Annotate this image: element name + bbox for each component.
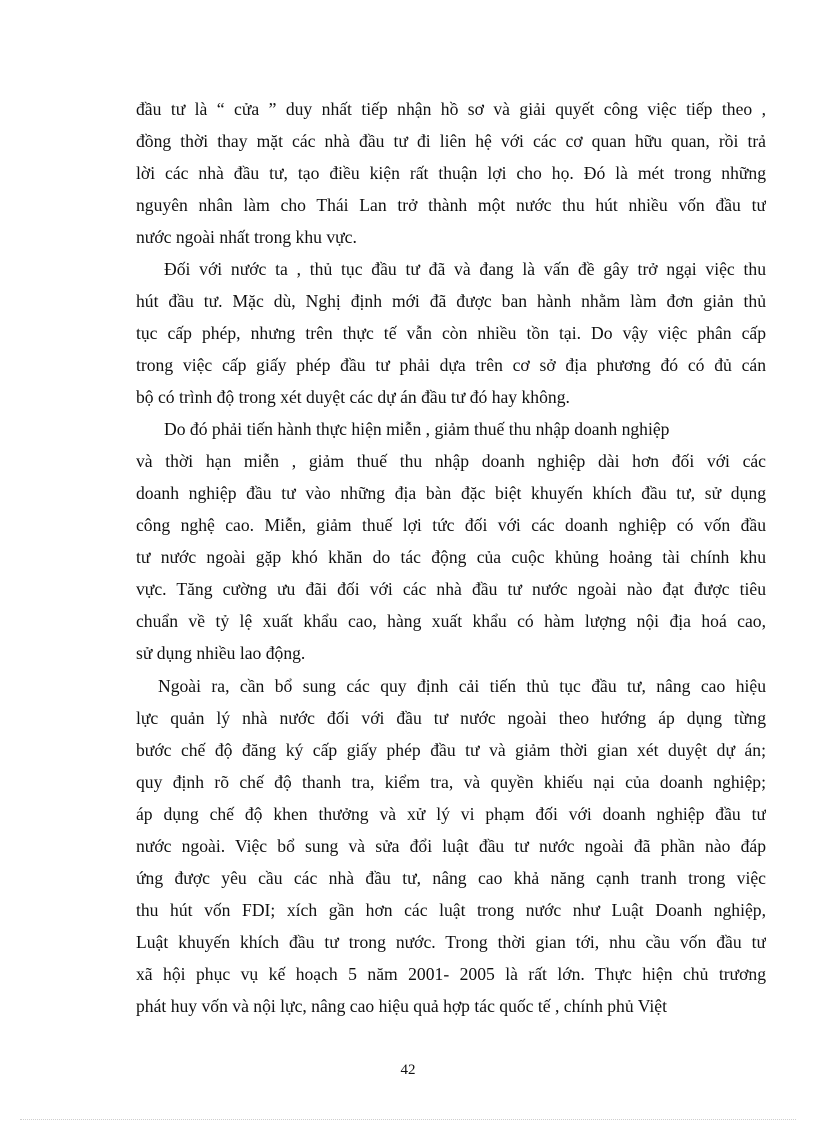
text-line: thu hút vốn FDI; xích gần hơn các luật trong nước như Luật Doanh nghiệp, bbox=[136, 900, 766, 920]
text-line: nguyên nhân làm cho Thái Lan trở thành một nước thu hút nhiều vốn đầu tư bbox=[136, 195, 766, 215]
text-line: sử dụng nhiều lao động. bbox=[136, 643, 306, 663]
text-line: và thời hạn miễn , giảm thuế thu nhập doanh nghiệp dài hơn đối với các bbox=[136, 451, 766, 471]
text-line: nước ngoài. Việc bổ sung và sửa đổi luật đầu tư nước ngoài đã phần nào đáp bbox=[136, 836, 766, 856]
text-line: hút đầu tư. Mặc dù, Nghị định mới đã được ban hành nhằm làm đơn giản thủ bbox=[136, 291, 766, 311]
text-line: vực. Tăng cường ưu đãi đối với các nhà đầu tư nước ngoài nào đạt được tiêu bbox=[136, 579, 766, 599]
text-line: phát huy vốn và nội lực, nâng cao hiệu quả hợp tác quốc tế , chính phủ Việt bbox=[136, 996, 667, 1016]
text-line: nước ngoài nhất trong khu vực. bbox=[136, 227, 357, 247]
text-line: quy định rõ chế độ thanh tra, kiểm tra, và quyền khiếu nại của doanh nghiệp; bbox=[136, 772, 766, 792]
page-bottom-divider bbox=[20, 1119, 796, 1120]
text-line: đầu tư là “ cửa ” duy nhất tiếp nhận hồ sơ và giải quyết công việc tiếp theo , bbox=[136, 99, 766, 119]
text-line: Luật khuyến khích đầu tư trong nước. Trong thời gian tới, nhu cầu vốn đầu tư bbox=[136, 932, 766, 952]
text-line: Đối với nước ta , thủ tục đầu tư đã và đang là vấn đề gây trở ngại việc thu bbox=[164, 259, 766, 279]
text-line: áp dụng chế độ khen thưởng và xử lý vi phạm đối với doanh nghiệp đầu tư bbox=[136, 804, 766, 824]
text-line: ứng được yêu cầu các nhà đầu tư, nâng cao khả năng cạnh tranh trong việc bbox=[136, 868, 766, 888]
text-line: xã hội phục vụ kế hoạch 5 năm 2001- 2005 là rất lớn. Thực hiện chủ trương bbox=[136, 964, 766, 984]
text-line: tư nước ngoài gặp khó khăn do tác động của cuộc khủng hoảng tài chính khu bbox=[136, 547, 766, 567]
text-line: bước chế độ đăng ký cấp giấy phép đầu tư và giảm thời gian xét duyệt dự án; bbox=[136, 740, 766, 760]
text-line: công nghệ cao. Miễn, giảm thuế lợi tức đối với các doanh nghiệp có vốn đầu bbox=[136, 515, 766, 535]
text-line: chuẩn về tỷ lệ xuất khẩu cao, hàng xuất khẩu có hàm lượng nội địa hoá cao, bbox=[136, 611, 766, 631]
page-number: 42 bbox=[400, 1062, 416, 1078]
text-line: lực quản lý nhà nước đối với đầu tư nước ngoài theo hướng áp dụng từng bbox=[136, 708, 766, 728]
text-line: Ngoài ra, cần bổ sung các quy định cải tiến thủ tục đầu tư, nâng cao hiệu bbox=[158, 676, 766, 696]
text-line: bộ có trình độ trong xét duyệt các dự án đầu tư đó hay không. bbox=[136, 387, 570, 407]
text-line: trong việc cấp giấy phép đầu tư phải dựa trên cơ sở địa phương đó có đủ cán bbox=[136, 355, 766, 375]
text-line: tục cấp phép, nhưng trên thực tế vẫn còn nhiều tồn tại. Do vậy việc phân cấp bbox=[136, 323, 766, 343]
text-line: doanh nghiệp đầu tư vào những địa bàn đặc biệt khuyến khích đầu tư, sử dụng bbox=[136, 483, 766, 503]
text-line: lời các nhà đầu tư, tạo điều kiện rất thuận lợi cho họ. Đó là mét trong những bbox=[136, 163, 766, 183]
text-line: đồng thời thay mặt các nhà đầu tư đi liên hệ với các cơ quan hữu quan, rồi trả bbox=[136, 131, 766, 151]
text-line: Do đó phải tiến hành thực hiện miễn , giảm thuế thu nhập doanh nghiệp bbox=[164, 419, 670, 439]
